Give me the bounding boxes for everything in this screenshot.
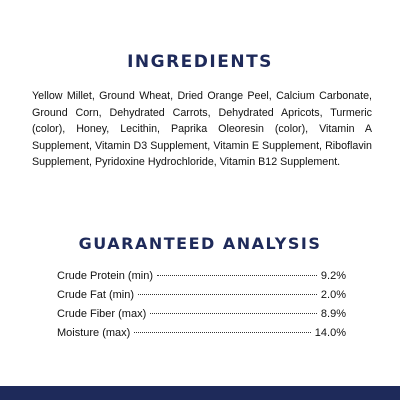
analysis-label: Moisture (max) <box>57 327 131 339</box>
ingredients-heading: INGREDIENTS <box>127 52 273 72</box>
analysis-value: 14.0% <box>314 327 346 339</box>
dot-leader <box>150 313 317 314</box>
guaranteed-analysis-heading: GUARANTEED ANALYSIS <box>78 234 322 253</box>
analysis-value: 8.9% <box>320 308 346 320</box>
analysis-label: Crude Protein (min) <box>57 270 153 282</box>
footer-bar <box>0 386 400 400</box>
guaranteed-analysis-table <box>57 270 346 346</box>
ingredients-list: Yellow Millet, Ground Wheat, Dried Orange Peel, Calcium Carbonate, Ground Corn, Dehydrated Carrots, Dehydrated Apricots, Turmeric (color), Honey, Lecithin, Paprika Oleoresin (color), Vitamin A Supplement, Vitamin D3 Supplement, Vitamin E Supplement, Riboflavin Supplement, Pyridoxine Hydrochloride, Vitamin B12 Supplement. <box>32 90 372 168</box>
dot-leader <box>134 332 310 333</box>
analysis-value: 2.0% <box>320 289 346 301</box>
dot-leader <box>138 294 317 295</box>
analysis-label: Crude Fat (min) <box>57 289 135 301</box>
analysis-value: 9.2% <box>320 270 346 282</box>
analysis-row-crude-protein <box>57 270 346 289</box>
dot-leader <box>157 275 317 276</box>
analysis-row-crude-fiber <box>57 308 346 327</box>
analysis-row-moisture <box>57 327 346 346</box>
analysis-row-crude-fat <box>57 289 346 308</box>
analysis-label: Crude Fiber (max) <box>57 308 147 320</box>
